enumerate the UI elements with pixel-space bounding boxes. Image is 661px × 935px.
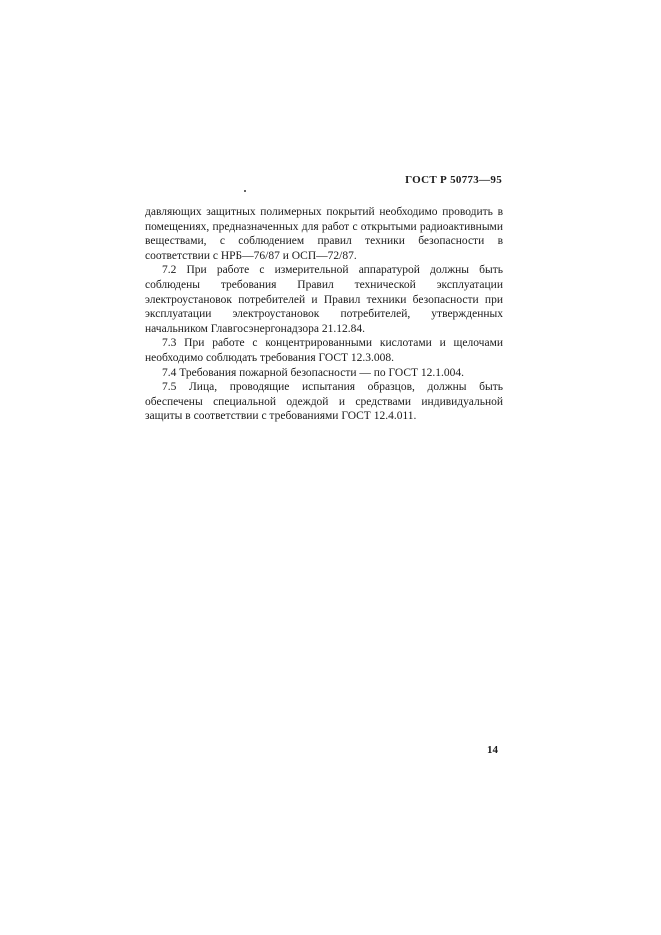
document-header: ГОСТ Р 50773—95 [405, 174, 502, 186]
page-number: 14 [487, 744, 498, 756]
paragraph-7-2: 7.2 При работе с измерительной аппаратурой должны быть соблюдены требования Правил технической эксплуатации электроустановок потребителей и Правил техники безопасности при эксплуатации электроустановок потребителей, утвержденных начальником Главгосэнергонадзора 21.12.84. [145, 264, 503, 335]
paragraph-7-5: 7.5 Лица, проводящие испытания образцов, должны быть обеспечены специальной одеждой и средствами индивидуальной защиты в соответствии с требованиями ГОСТ 12.4.011. [145, 381, 503, 423]
paragraph-7-4: 7.4 Требования пожарной безопасности — по ГОСТ 12.1.004. [162, 366, 465, 379]
speck-mark [244, 190, 246, 192]
body-text [145, 205, 503, 424]
paragraph-7-3: 7.3 При работе с концентрированными кислотами и щелочами необходимо соблюдать требования ГОСТ 12.3.008. [145, 337, 503, 364]
paragraph-continuation: давляющих защитных полимерных покрытий необходимо проводить в помещениях, предназначенных для работ с открытыми радиоактивными веществами, с соблюдением правил техники безопасности в соответствии с НРБ—76/87 и ОСП—72/87. [145, 206, 503, 262]
